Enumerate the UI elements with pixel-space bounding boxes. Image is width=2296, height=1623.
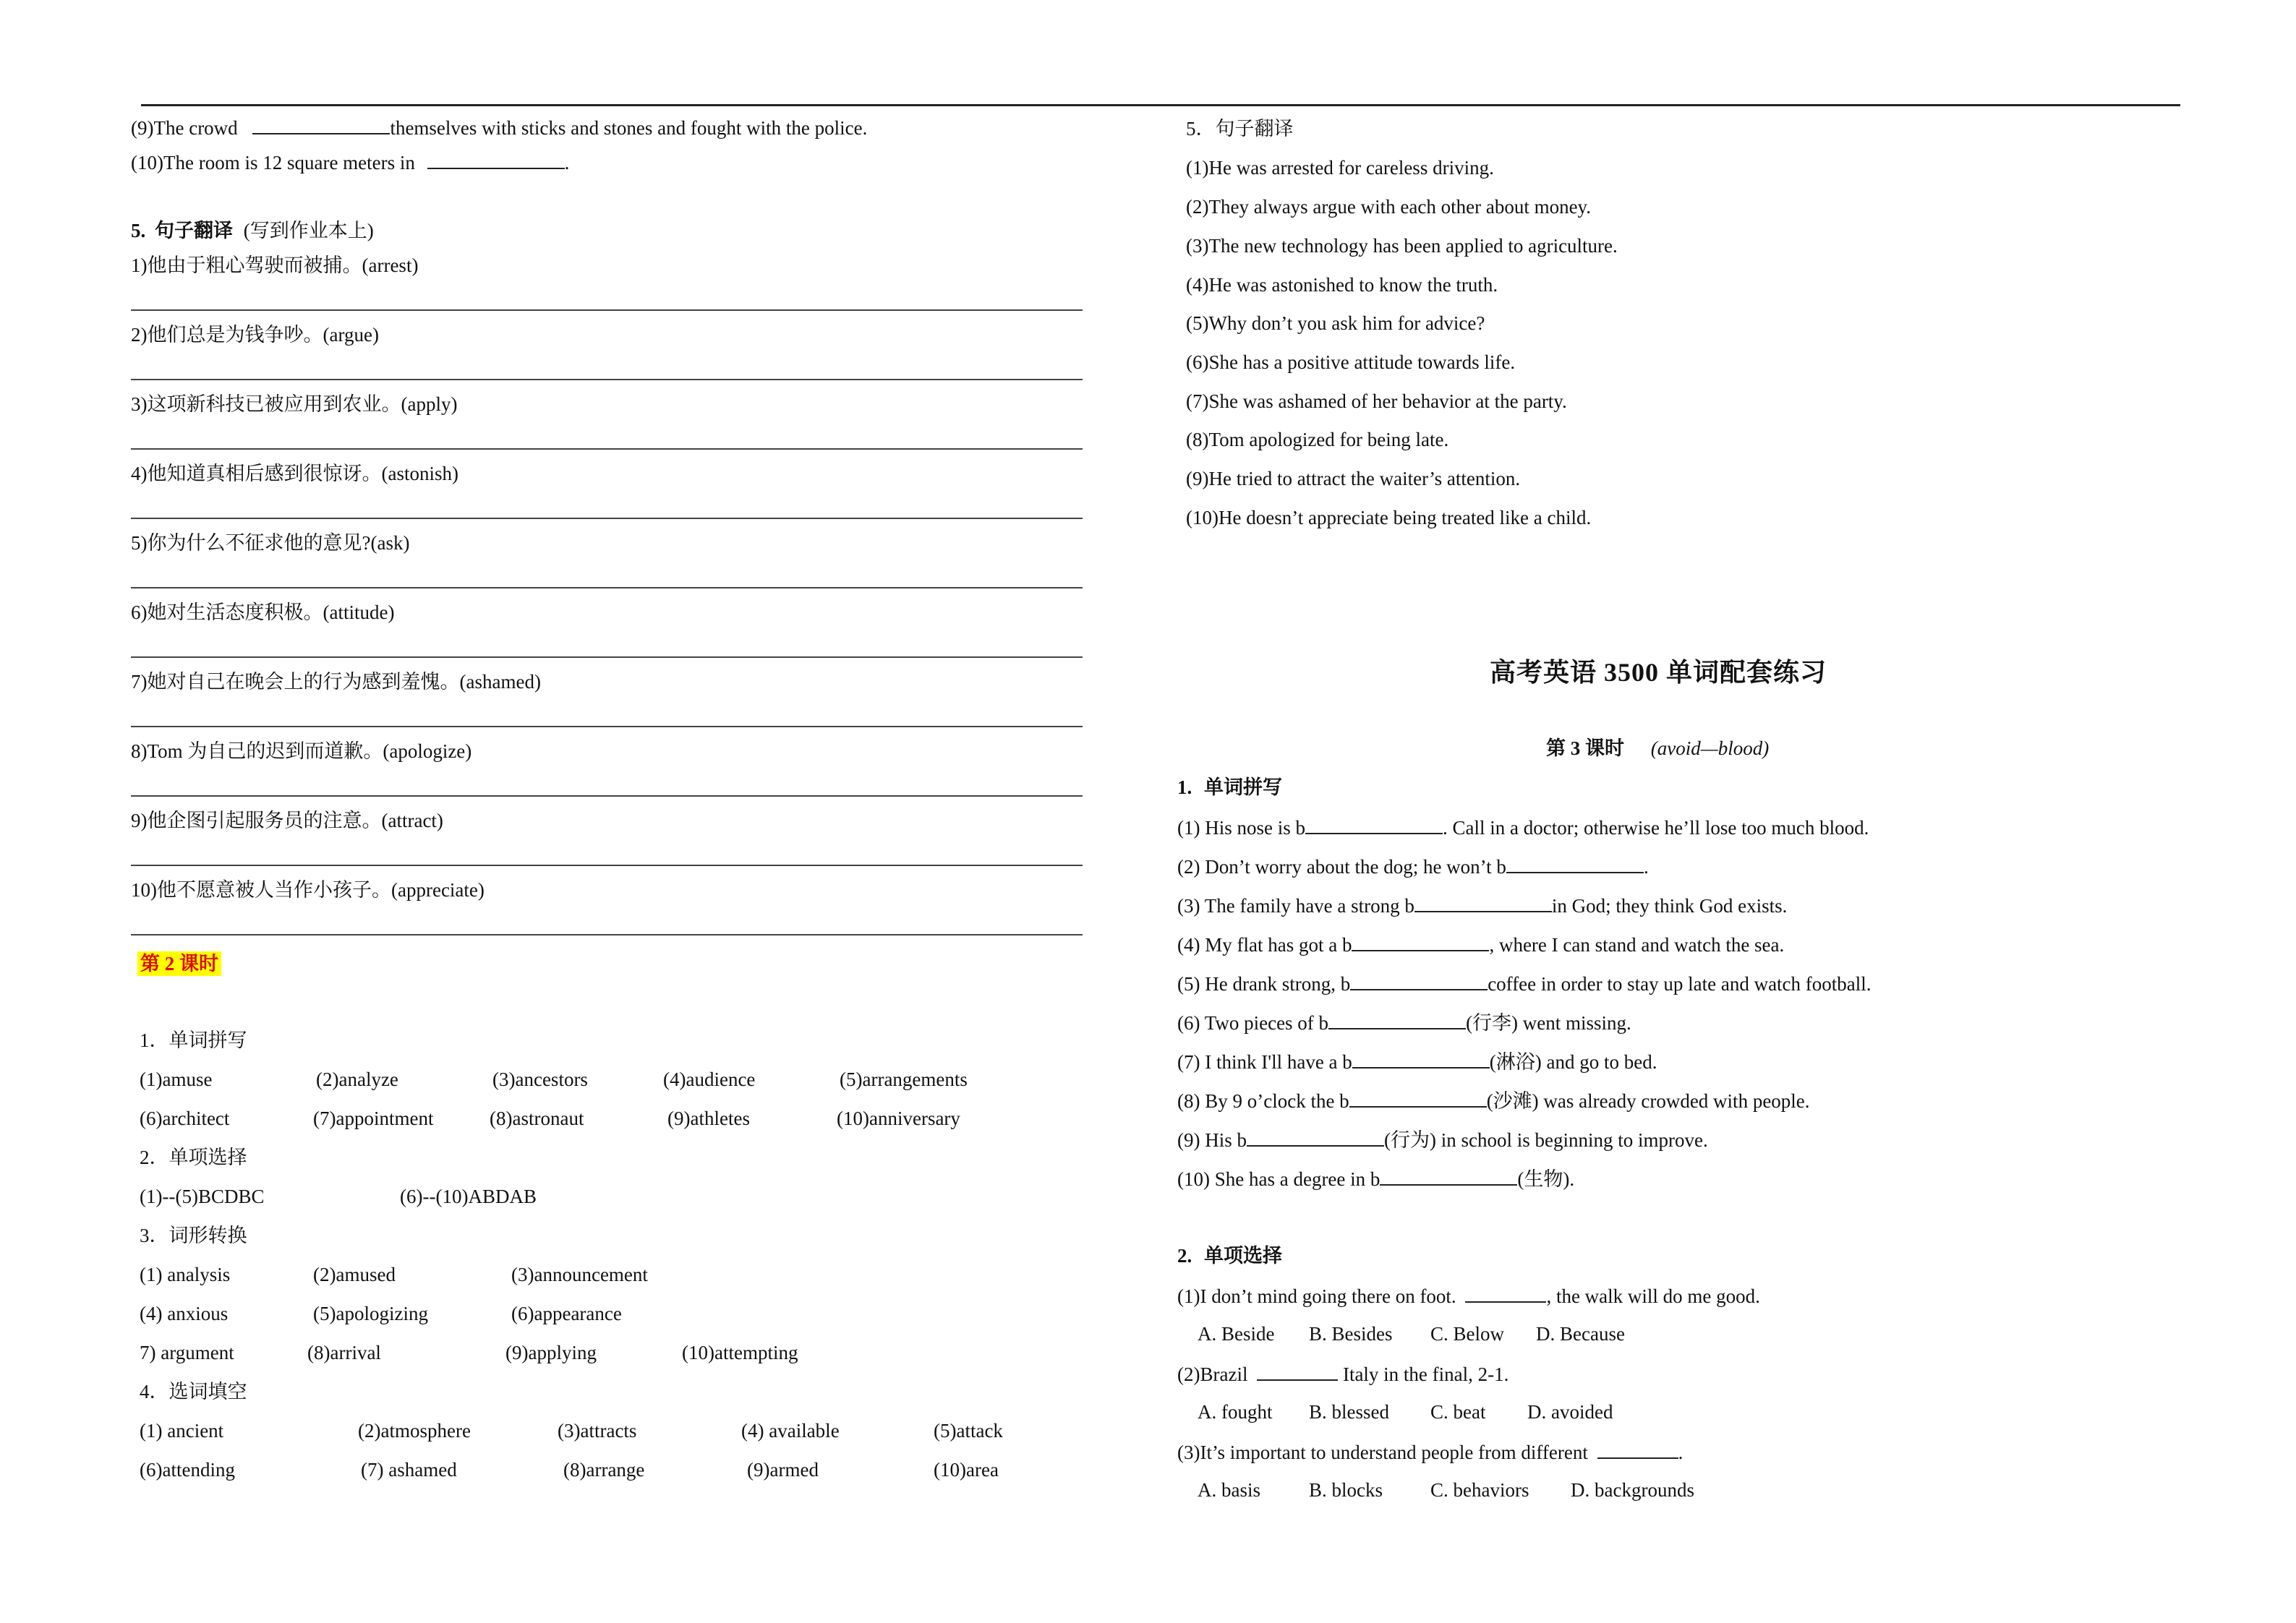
answer-row [140, 1340, 1080, 1365]
sentence-suffix: coffee in order to stay up late and watch football. [1488, 973, 1872, 995]
translation-answer: (7)She was ashamed of her behavior at the party. [1186, 390, 1567, 412]
sentence-suffix: . [1643, 856, 1649, 878]
sentence-suffix: . [564, 152, 570, 174]
heading-text: 单词拼写 [1204, 776, 1282, 798]
answer-cell: (8)arrange [563, 1459, 645, 1481]
right-s5-heading: 5．句子翻译 [1186, 118, 1294, 140]
question-stem: (2)Brazil [1177, 1363, 1248, 1385]
answer-row [140, 1418, 1080, 1443]
answer-blank[interactable] [1597, 1439, 1678, 1459]
translation-item: 7)她对自己在晚会上的行为感到羞愧。(ashamed) [131, 671, 541, 693]
mc-question [1177, 1361, 1508, 1387]
sentence-suffix: themselves with sticks and stones and fought with the police. [390, 117, 868, 139]
heading-text: 单项选择 [1204, 1245, 1282, 1267]
answer-line[interactable] [131, 656, 1083, 658]
translation-answer: (8)Tom apologized for being late. [1186, 429, 1449, 450]
translation-item: 8)Tom 为自己的迟到而道歉。(apologize) [131, 740, 472, 762]
page-title: 高考英语 3500 单词配套练习 [1490, 658, 1827, 687]
answer-cell: (6)attending [140, 1459, 235, 1481]
answer-cell: (5)attack [934, 1420, 1003, 1442]
option-d[interactable]: D. Because [1536, 1323, 1625, 1345]
fill-blank-10 [131, 149, 569, 175]
sentence-suffix: (行为) in school is beginning to improve. [1384, 1129, 1708, 1151]
option-c[interactable]: C. behaviors [1430, 1479, 1529, 1501]
header-rule [141, 104, 2180, 106]
answer-line[interactable] [131, 309, 1083, 311]
spelling-item [1177, 892, 1787, 918]
sentence-suffix: in God; they think God exists. [1551, 895, 1788, 917]
answer-cell: (2)amused [313, 1264, 396, 1285]
question-stem: (1)I don’t mind going there on foot. [1177, 1285, 1456, 1307]
answer-line[interactable] [131, 726, 1083, 727]
spelling-item [1177, 1165, 1574, 1191]
mc-question [1177, 1439, 1683, 1465]
answer-line[interactable] [131, 934, 1083, 935]
option-c[interactable]: C. Below [1430, 1323, 1505, 1345]
heading-text: 句子翻译 [155, 220, 233, 241]
spelling-item [1177, 1087, 1810, 1113]
answer-cell: (9)armed [747, 1459, 819, 1481]
sentence-prefix: (9) His b [1177, 1129, 1247, 1151]
answer-s3-heading: 3．词形转换 [140, 1225, 247, 1246]
answer-cell: (9)athletes [667, 1108, 750, 1129]
answer-cell: (9)applying [505, 1342, 597, 1363]
lesson-3-label [1546, 736, 1769, 761]
sentence-prefix: (5) He drank strong, b [1177, 973, 1351, 995]
answer-cell: 7) argument [140, 1342, 234, 1363]
spelling-item [1177, 1009, 1631, 1035]
answer-cell: (3)announcement [511, 1264, 648, 1285]
mc-options [1198, 1478, 1776, 1502]
heading-number: 5. [131, 220, 146, 241]
translation-answer: (2)They always argue with each other about money. [1186, 196, 1592, 218]
option-a[interactable]: A. Beside [1198, 1323, 1275, 1345]
answer-blank[interactable] [1349, 1087, 1487, 1108]
translation-answer: (5)Why don’t you ask him for advice? [1186, 312, 1485, 334]
spelling-item [1177, 970, 1872, 996]
answer-cell: (6)appearance [511, 1303, 622, 1324]
translation-answer: (9)He tried to attract the waiter’s attention. [1186, 468, 1521, 489]
sentence-prefix: (10) She has a degree in b [1177, 1168, 1380, 1190]
answer-line[interactable] [131, 518, 1083, 519]
option-b[interactable]: B. Besides [1309, 1323, 1393, 1345]
sentence-prefix: (7) I think I'll have a b [1177, 1051, 1352, 1073]
q1-heading [1177, 775, 1282, 800]
answer-blank[interactable] [1328, 1009, 1466, 1029]
answer-cell: (1) ancient [140, 1420, 224, 1442]
section-5-heading [131, 218, 374, 243]
translation-item: 9)他企图引起服务员的注意。(attract) [131, 810, 443, 831]
spelling-item [1177, 1126, 1708, 1152]
sentence-prefix: (2) Don’t worry about the dog; he won’t b [1177, 856, 1506, 878]
answer-blank[interactable] [1465, 1282, 1546, 1303]
lesson-label: 第 3 课时 [1546, 737, 1624, 759]
spelling-item [1177, 931, 1784, 957]
answer-row [140, 1184, 1080, 1209]
answer-cell: (8)arrival [307, 1342, 381, 1363]
option-d[interactable]: D. avoided [1527, 1401, 1613, 1423]
option-d[interactable]: D. backgrounds [1571, 1479, 1694, 1501]
question-stem-end: , the walk will do me good. [1546, 1285, 1760, 1307]
answer-blank[interactable] [252, 114, 390, 134]
answer-blank[interactable] [1247, 1126, 1384, 1147]
answer-cell: (3)attracts [558, 1420, 637, 1442]
answer-cell: (10)area [934, 1459, 999, 1481]
question-stem: (3)It’s important to understand people from different [1177, 1442, 1588, 1463]
sentence-suffix: (生物). [1517, 1168, 1575, 1190]
lesson-range: (avoid—blood) [1650, 737, 1770, 759]
answer-blank[interactable] [1352, 1048, 1490, 1069]
answer-cell: (10)anniversary [837, 1108, 960, 1129]
q2-heading [1177, 1243, 1282, 1268]
answer-cell: (7)appointment [313, 1108, 434, 1129]
answer-blank[interactable] [1380, 1165, 1517, 1186]
sentence-prefix: (9)The crowd [131, 117, 238, 139]
answer-cell: (2)analyze [316, 1069, 398, 1090]
translation-item: 5)你为什么不征求他的意见?(ask) [131, 532, 410, 554]
answer-cell: (2)atmosphere [358, 1420, 471, 1442]
sentence-suffix: (淋浴) and go to bed. [1489, 1051, 1657, 1073]
answer-blank[interactable] [1414, 892, 1552, 912]
translation-item: 3)这项新科技已被应用到农业。(apply) [131, 393, 458, 415]
answer-line[interactable] [131, 587, 1083, 588]
answer-cell: (5)apologizing [313, 1303, 428, 1324]
sentence-prefix: (8) By 9 o’clock the b [1177, 1090, 1349, 1112]
sentence-suffix: , where I can stand and watch the sea. [1489, 934, 1785, 956]
answer-s1-heading: 1．单词拼写 [140, 1029, 247, 1051]
translation-answer: (3)The new technology has been applied to agriculture. [1186, 235, 1618, 257]
answer-blank[interactable] [1257, 1361, 1338, 1381]
sentence-prefix: (3) The family have a strong b [1177, 895, 1414, 917]
answer-cell: (6)architect [140, 1108, 230, 1129]
translation-answer: (4)He was astonished to know the truth. [1186, 274, 1498, 296]
answer-row [140, 1457, 1080, 1482]
spelling-item [1177, 853, 1649, 879]
translation-answer: (10)He doesn’t appreciate being treated like a child. [1186, 507, 1592, 528]
lesson-label: 第 2 课时 [137, 951, 221, 976]
answer-line[interactable] [131, 379, 1083, 380]
spelling-item [1177, 814, 1869, 840]
answer-cell: (3)ancestors [492, 1069, 588, 1090]
mc-options [1198, 1400, 1704, 1424]
answer-blank[interactable] [427, 149, 565, 169]
translation-item: 1)他由于粗心驾驶而被捕。(arrest) [131, 254, 419, 276]
option-b[interactable]: B. blocks [1309, 1479, 1383, 1501]
translation-item: 10)他不愿意被人当作小孩子。(appreciate) [131, 879, 485, 901]
option-a[interactable]: A. fought [1198, 1401, 1273, 1423]
answer-cell: (10)attempting [682, 1342, 798, 1363]
answer-s4-heading: 4．选词填空 [140, 1381, 247, 1403]
answer-line[interactable] [131, 448, 1083, 450]
answer-cell: (1)amuse [140, 1069, 213, 1090]
lesson-2-tag [137, 951, 221, 976]
question-stem-end: Italy in the final, 2-1. [1342, 1363, 1509, 1385]
answer-row [140, 1301, 1080, 1326]
answer-cell: (4) available [741, 1420, 840, 1442]
sentence-prefix: (6) Two pieces of b [1177, 1012, 1329, 1034]
translation-answer: (6)She has a positive attitude towards life. [1186, 351, 1516, 373]
answer-row [140, 1262, 1080, 1287]
sentence-suffix: (行李) went missing. [1466, 1012, 1631, 1034]
answer-line[interactable] [131, 795, 1083, 797]
answer-cell: (8)astronaut [490, 1108, 584, 1129]
answer-cell: (4)audience [663, 1069, 756, 1090]
answer-cell: (6)--(10)ABDAB [400, 1186, 537, 1207]
answer-cell: (7) ashamed [361, 1459, 457, 1481]
sentence-suffix: . Call in a doctor; otherwise he’ll lose too much blood. [1443, 817, 1869, 839]
fill-blank-9 [131, 114, 867, 140]
mc-options [1198, 1322, 1704, 1346]
answer-cell: (5)arrangements [840, 1069, 968, 1090]
option-c[interactable]: C. beat [1430, 1401, 1486, 1423]
question-stem-end: . [1678, 1442, 1683, 1463]
translation-item: 2)他们总是为钱争吵。(argue) [131, 324, 379, 346]
answer-blank[interactable] [1506, 853, 1644, 873]
answer-cell: (4) anxious [140, 1303, 229, 1324]
mc-question [1177, 1282, 1760, 1309]
answer-cell: (1) analysis [140, 1264, 231, 1285]
answer-line[interactable] [131, 865, 1083, 866]
sentence-prefix: (1) His nose is b [1177, 817, 1305, 839]
sentence-prefix: (4) My flat has got a b [1177, 934, 1352, 956]
answer-cell: (1)--(5)BCDBC [140, 1186, 265, 1207]
option-b[interactable]: B. blessed [1309, 1401, 1389, 1423]
sentence-suffix: (沙滩) was already crowded with people. [1486, 1090, 1810, 1112]
answer-blank[interactable] [1305, 814, 1443, 834]
heading-number: 2. [1177, 1245, 1192, 1267]
heading-note: (写到作业本上) [243, 220, 374, 241]
answer-blank[interactable] [1350, 970, 1488, 990]
answer-blank[interactable] [1352, 931, 1489, 951]
answer-row [140, 1106, 1080, 1131]
translation-item: 6)她对生活态度积极。(attitude) [131, 601, 395, 623]
answer-s2-heading: 2．单项选择 [140, 1147, 247, 1168]
translation-answer: (1)He was arrested for careless driving. [1186, 157, 1494, 179]
option-a[interactable]: A. basis [1198, 1479, 1260, 1501]
translation-item: 4)他知道真相后感到很惊讶。(astonish) [131, 463, 458, 484]
sentence-prefix: (10)The room is 12 square meters in [131, 152, 415, 174]
answer-row [140, 1067, 1080, 1092]
heading-number: 1. [1177, 776, 1192, 798]
spelling-item [1177, 1048, 1657, 1074]
